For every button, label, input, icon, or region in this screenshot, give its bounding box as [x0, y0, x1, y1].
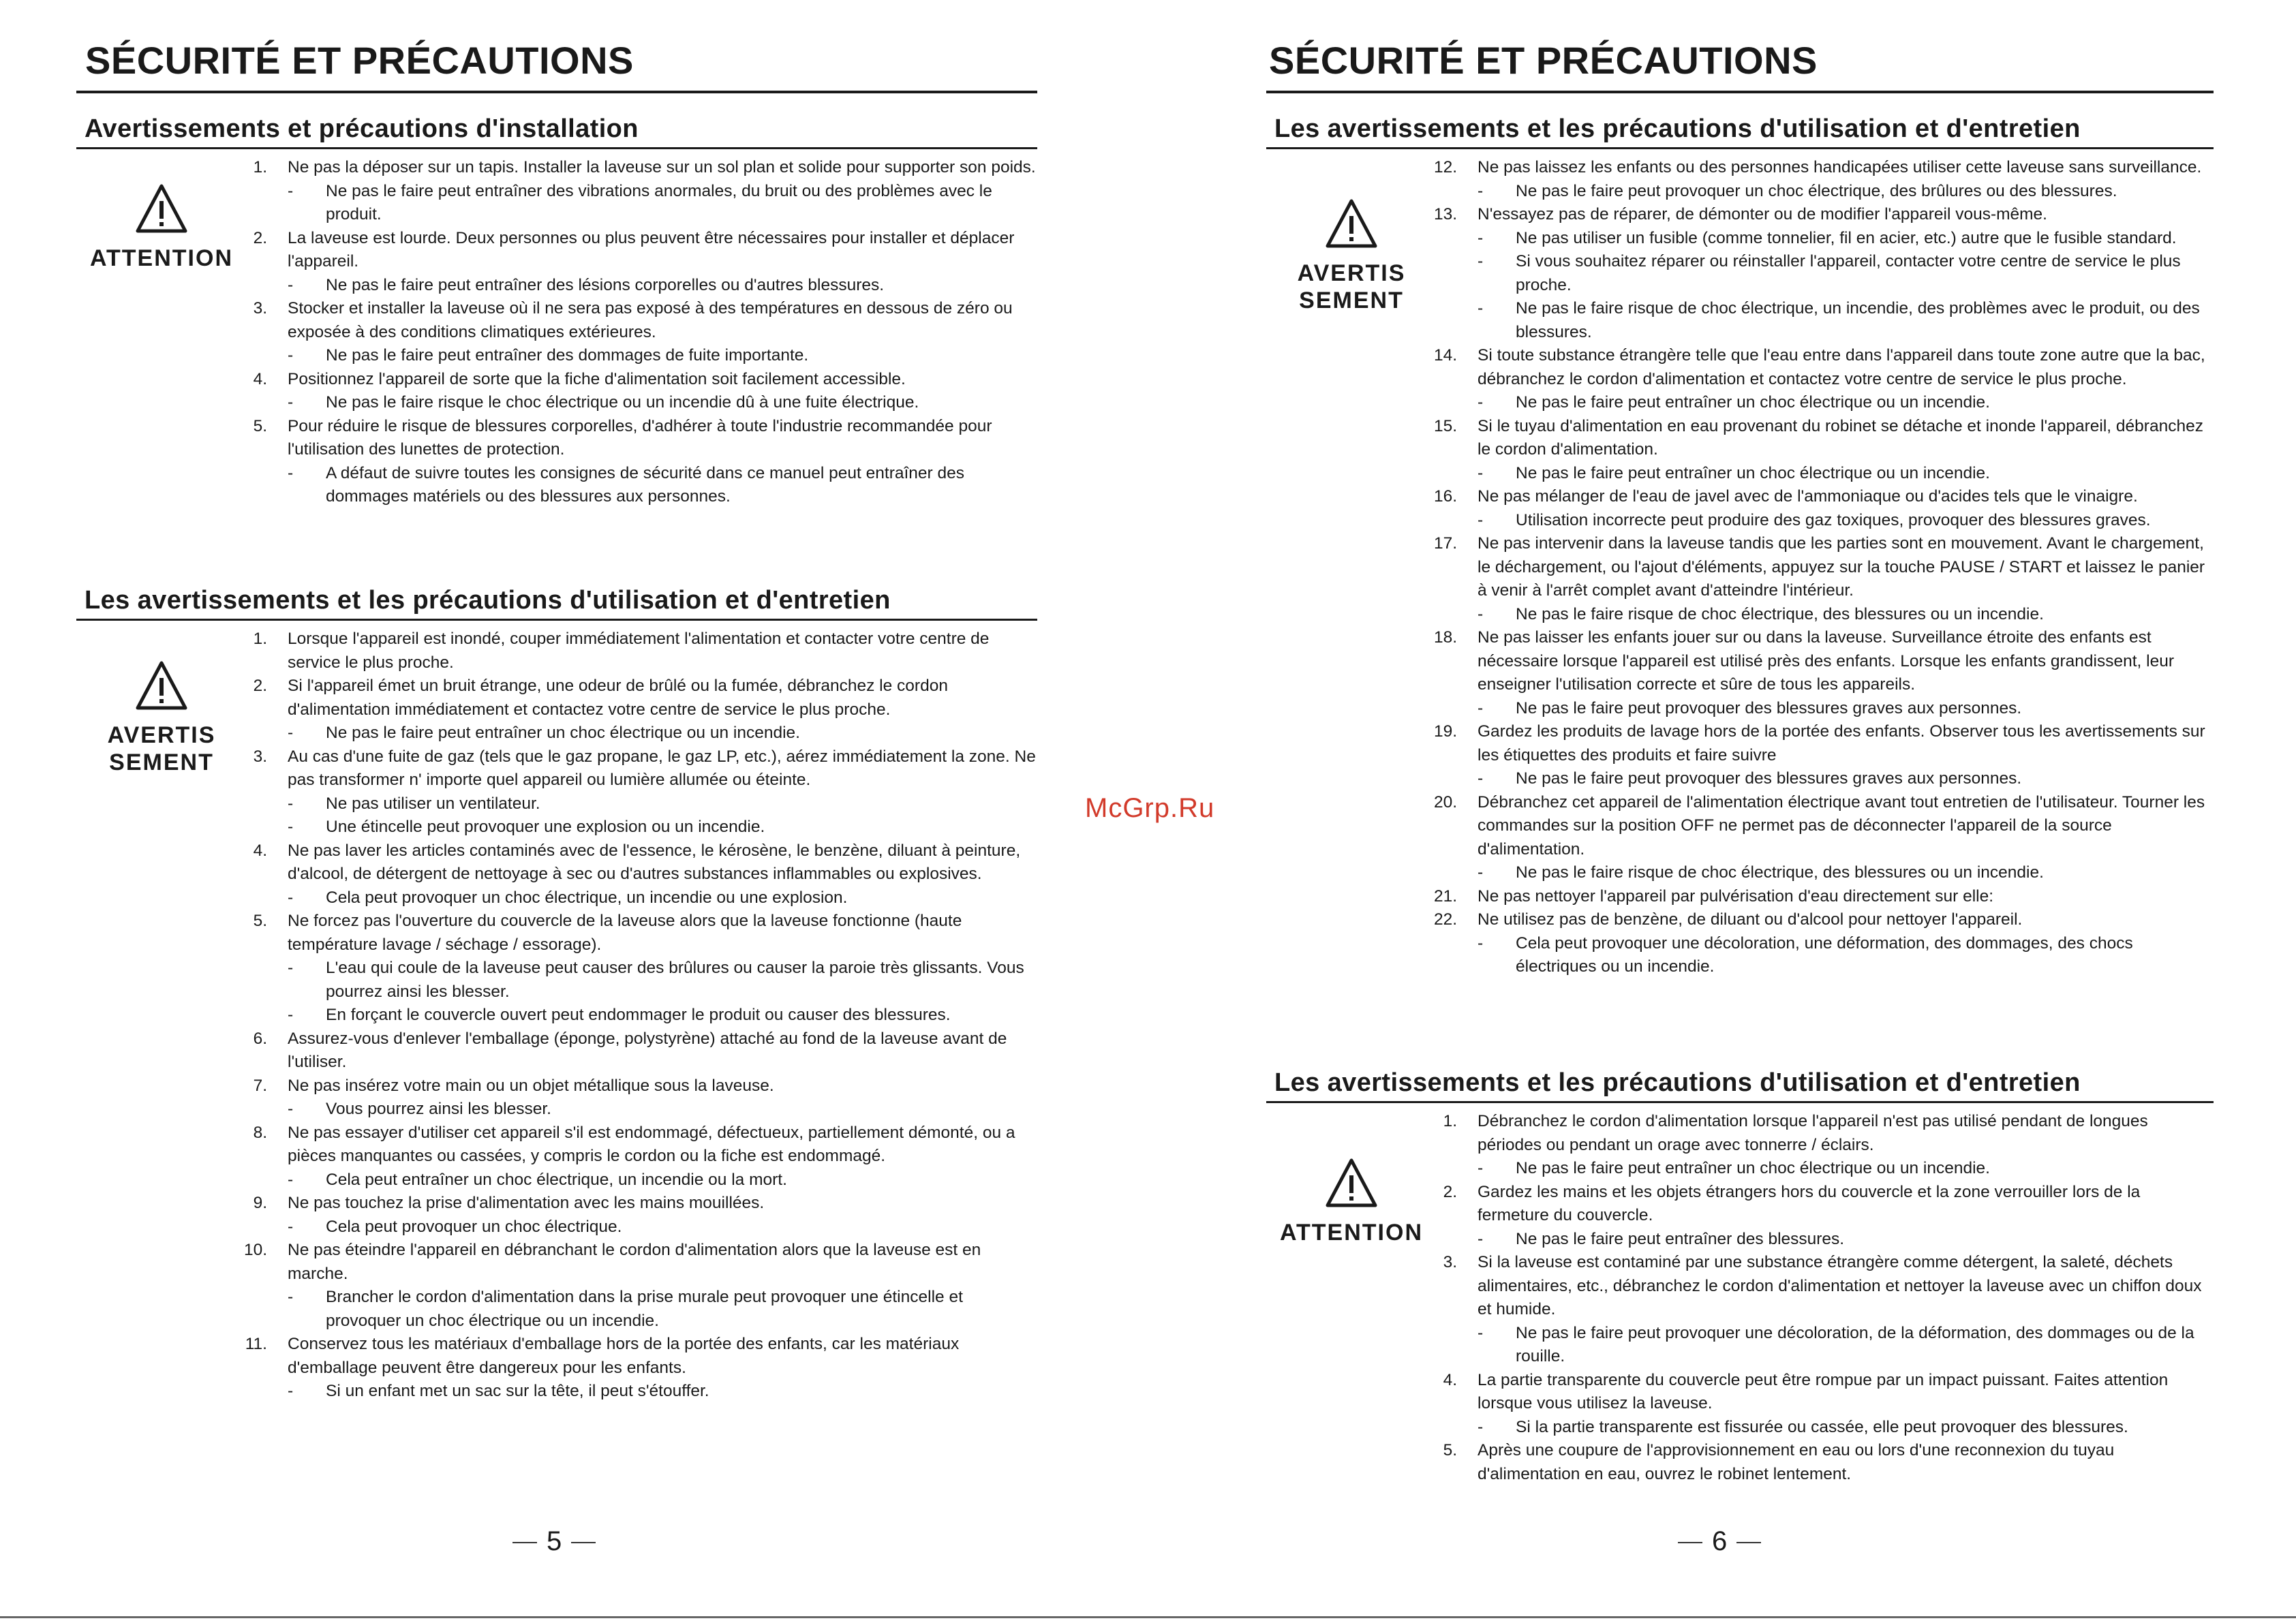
- list-item: [232, 910, 1037, 1027]
- attention-block: [1266, 1156, 1437, 1246]
- section-heading: Les avertissements et les précautions d'utilisation et d'entretien: [85, 586, 891, 615]
- sub-item-text: Si la partie transparente est fissurée ou cassée, elle peut provoquer des blessures.: [1516, 1417, 2128, 1436]
- item-number: 5.: [253, 416, 267, 435]
- sub-item-text: Cela peut entraîner un choc électrique, un incendie ou la mort.: [326, 1170, 787, 1189]
- list-item: [232, 1027, 1037, 1075]
- item-number: 7.: [253, 1076, 267, 1095]
- section-installation: [76, 113, 1037, 506]
- sub-item-text: Ne pas utiliser un fusible (comme tonnelier, fil en acier, etc.) autre que le fusible standard.: [1516, 228, 2177, 247]
- page-6: [1186, 0, 2296, 1623]
- item-text: N'essayez pas de réparer, de démonter ou de modifier l'appareil vous-même.: [1478, 205, 2047, 223]
- item-text: Débranchez le cordon d'alimentation lorsque l'appareil n'est pas utilisé pendant de longues périodes ou pendant un orage avec tonnerre / éclairs.: [1478, 1112, 2148, 1154]
- list-item: [1422, 344, 2214, 415]
- list-item: [1422, 485, 2214, 532]
- sub-item-text: Cela peut provoquer un choc électrique.: [326, 1217, 622, 1236]
- item-text: Ne pas mélanger de l'eau de javel avec de l'ammoniaque ou d'acides tels que le vinaigre.: [1478, 487, 2138, 506]
- sub-item: - Une étincelle peut provoquer une explosion ou un incendie.: [288, 818, 765, 836]
- list-item: [232, 1192, 1037, 1239]
- sub-item-text: Cela peut provoquer un choc électrique, un incendie ou une explosion.: [326, 888, 848, 907]
- item-text: Ne pas essayer d'utiliser cet appareil s'il est endommagé, défectueux, partiellement démonté, ou a pièces manquantes ou cassées, y compris le cordon ou la fiche est endommagé.: [288, 1123, 1015, 1165]
- item-text: Ne pas laissez les enfants ou des personnes handicapées utiliser cette laveuse sans surveillance.: [1478, 158, 2202, 176]
- sub-item: - Utilisation incorrecte peut produire des gaz toxiques, provoquer des blessures graves.: [1478, 510, 2151, 529]
- sub-item-text: Ne pas le faire peut entraîner un choc électrique ou un incendie.: [1516, 1159, 1990, 1177]
- sub-item-text: Ne pas le faire peut provoquer des blessures graves aux personnes.: [1516, 769, 2022, 788]
- sub-item: - Cela peut entraîner un choc électrique, un incendie ou la mort.: [288, 1170, 787, 1189]
- item-text: Positionnez l'appareil de sorte que la fiche d'alimentation soit facilement accessible.: [288, 369, 906, 388]
- warning-block: [1266, 197, 1437, 314]
- sub-item-text: Ne pas le faire peut provoquer un choc électrique, des brûlures ou des blessures.: [1516, 181, 2117, 200]
- item-number: 4.: [253, 841, 267, 860]
- sub-item: - L'eau qui coule de la laveuse peut causer des brûlures ou causer la paroie très glissants. Vous pourrez ainsi les blesser.: [288, 959, 1024, 1001]
- list-item: [1422, 1439, 2214, 1486]
- item-number: 4.: [253, 369, 267, 388]
- sub-item-text: Ne pas le faire peut entraîner des vibrations anormales, du bruit ou des problèmes avec le produit.: [326, 181, 992, 223]
- attention-label: ATTENTION: [89, 245, 233, 271]
- item-number: 5.: [1443, 1441, 1457, 1459]
- list-item: [1422, 203, 2214, 344]
- page-number: 6: [1668, 1526, 1771, 1557]
- item-text: Gardez les produits de lavage hors de la portée des enfants. Observer tous les avertissements sur les étiquettes des produits et faire suivre: [1478, 722, 2205, 764]
- sub-item: - Cela peut provoquer un choc électrique, un incendie ou une explosion.: [288, 888, 848, 907]
- item-number: 1.: [253, 630, 267, 648]
- item-number: 13.: [1433, 205, 1457, 223]
- item-text: La laveuse est lourde. Deux personnes ou plus peuvent être nécessaires pour installer et déplacer l'appareil.: [288, 228, 1015, 270]
- item-number: 2.: [253, 228, 267, 247]
- sub-item-text: Ne pas le faire risque de choc électrique, un incendie, des problèmes avec le produit, ou des blessures.: [1516, 299, 2200, 341]
- page-number: 5: [503, 1526, 605, 1557]
- list-item: [1422, 626, 2214, 720]
- sub-item-text: Vous pourrez ainsi les blesser.: [326, 1100, 551, 1118]
- sub-item: - Ne pas le faire peut provoquer des blessures graves aux personnes.: [1478, 769, 2022, 788]
- list-item: [1422, 885, 2214, 909]
- attention-label: ATTENTION: [1279, 1220, 1423, 1246]
- list-item: [232, 839, 1037, 910]
- section-rule: [76, 619, 1037, 621]
- item-text: Ne pas insérez votre main ou un objet métallique sous la laveuse.: [288, 1076, 774, 1095]
- list-item: [1422, 415, 2214, 486]
- item-number: 9.: [253, 1194, 267, 1212]
- item-text: Ne forcez pas l'ouverture du couvercle de la laveuse alors que la laveuse fonctionne (haute température lavage / séchage / essorage).: [288, 912, 962, 954]
- warning-icon: [1324, 1156, 1379, 1211]
- item-number: 2.: [253, 677, 267, 695]
- item-text: Si l'appareil émet un bruit étrange, une odeur de brûlé ou la fumée, débranchez le cordon d'alimentation immédiatement et contactez votre centre de service le plus proche.: [288, 677, 948, 719]
- list-item: [232, 745, 1037, 839]
- item-text: Débranchez cet appareil de l'alimentation électrique avant tout entretien de l'utilisateur. Tourner les commandes sur la position OFF ne permet pas de déconnecter l'appareil de la source d'alimentation.: [1478, 792, 2205, 859]
- item-number: 17.: [1433, 534, 1457, 553]
- sub-item: - Ne pas le faire peut entraîner un choc électrique ou un incendie.: [288, 724, 800, 742]
- list-item: [232, 297, 1037, 368]
- warning-icon: [134, 659, 189, 713]
- sub-item-text: Ne pas le faire peut entraîner des blessures.: [1516, 1229, 1845, 1248]
- item-text: Ne pas éteindre l'appareil en débranchant le cordon d'alimentation alors que la laveuse est en marche.: [288, 1241, 981, 1283]
- sub-item-text: A défaut de suivre toutes les consignes de sécurité dans ce manuel peut entraîner des dommages matériels ou des blessures aux personnes.: [326, 463, 965, 506]
- item-text: Ne pas intervenir dans la laveuse tandis que les parties sont en mouvement. Avant le chargement, le déchargement, ou l'ajout d'éléments, appuyez sur la touche PAUSE / START et laissez le panier à venir à l'arrêt complet avant d'atteindre l'intérieur.: [1478, 534, 2205, 600]
- list-item: [1422, 156, 2214, 203]
- list-item: [232, 227, 1037, 298]
- item-number: 18.: [1433, 628, 1457, 647]
- sub-item: - Ne pas le faire peut provoquer des blessures graves aux personnes.: [1478, 698, 2022, 717]
- item-list: [232, 156, 1037, 509]
- sub-item-text: Si un enfant met un sac sur la tête, il peut s'étouffer.: [326, 1382, 709, 1400]
- sub-item: - Ne pas le faire peut entraîner un choc électrique ou un incendie.: [1478, 1159, 1990, 1177]
- sub-item: - Ne pas utiliser un ventilateur.: [288, 794, 540, 813]
- item-text: Lorsque l'appareil est inondé, couper immédiatement l'alimentation et contacter votre centre de service le plus proche.: [288, 630, 990, 672]
- sub-item: - Ne pas le faire peut entraîner des vibrations anormales, du bruit ou des problèmes avec le produit.: [288, 181, 992, 223]
- sub-item: - Ne pas le faire peut provoquer une décoloration, de la déformation, des dommages ou de la rouille.: [1478, 1323, 2194, 1365]
- item-text: Pour réduire le risque de blessures corporelles, d'adhérer à toute l'industrie recommandée pour l'utilisation des lunettes de protection.: [288, 416, 992, 459]
- list-item: [1422, 1110, 2214, 1181]
- list-item: [1422, 791, 2214, 885]
- warning-label: AVERTIS SEMENT: [1297, 260, 1406, 313]
- item-number: 3.: [253, 299, 267, 318]
- list-item: [1422, 1369, 2214, 1440]
- item-number: 20.: [1433, 792, 1457, 812]
- sub-item-text: Ne pas le faire peut entraîner des dommages de fuite importante.: [326, 346, 809, 365]
- item-list: [1422, 1110, 2214, 1486]
- item-text: Si toute substance étrangère telle que l'eau entre dans l'appareil dans toute zone autre que la bac, débranchez le cordon d'alimentation et contactez votre centre de service le plus proche.: [1478, 346, 2205, 388]
- sub-item-text: Ne pas le faire risque de choc électrique, des blessures ou un incendie.: [1516, 604, 2044, 623]
- sub-item: - Cela peut provoquer un choc électrique.: [288, 1217, 622, 1236]
- list-item: [1422, 720, 2214, 791]
- item-text: Si le tuyau d'alimentation en eau provenant du robinet se détache et inonde l'appareil, débranchez le cordon d'alimentation.: [1478, 416, 2203, 459]
- page-title: SÉCURITÉ ET PRÉCAUTIONS: [1269, 39, 1818, 82]
- item-number: 2.: [1443, 1182, 1457, 1201]
- section-rule: [1266, 1101, 2214, 1103]
- item-number: 5.: [253, 912, 267, 930]
- warning-block: [76, 659, 247, 776]
- item-number: 21.: [1433, 886, 1457, 906]
- item-text: Après une coupure de l'approvisionnement en eau ou lors d'une reconnexion du tuyau d'alimentation en eau, ouvrez le robinet lentement.: [1478, 1441, 2115, 1483]
- warning-icon: [134, 182, 189, 236]
- watermark: McGrp.Ru: [1085, 793, 1215, 823]
- list-item: [1422, 908, 2214, 979]
- item-number: 14.: [1433, 346, 1457, 365]
- sub-item: - Ne pas le faire risque de choc électrique, des blessures ou un incendie.: [1478, 863, 2044, 882]
- sub-item-text: Ne pas utiliser un ventilateur.: [326, 794, 540, 813]
- item-number: 10.: [243, 1241, 267, 1259]
- section-rule: [76, 147, 1037, 149]
- title-rule: [1266, 91, 2214, 93]
- item-number: 19.: [1433, 722, 1457, 741]
- list-item: [232, 1333, 1037, 1404]
- section-usage: [1266, 113, 2214, 976]
- item-number: 22.: [1433, 910, 1457, 929]
- title-rule: [76, 91, 1037, 93]
- list-item: [232, 675, 1037, 745]
- sub-item: - Ne pas le faire peut entraîner un choc électrique ou un incendie.: [1478, 393, 1990, 412]
- sub-item: - Vous pourrez ainsi les blesser.: [288, 1100, 551, 1118]
- sub-item: - Ne pas le faire risque le choc électrique ou un incendie dû à une fuite électrique.: [288, 393, 919, 412]
- item-number: 3.: [1443, 1253, 1457, 1271]
- item-list: [232, 628, 1037, 1404]
- item-text: Ne utilisez pas de benzène, de diluant ou d'alcool pour nettoyer l'appareil.: [1478, 910, 2023, 929]
- list-item: [232, 415, 1037, 509]
- section-usage: [76, 585, 1037, 1400]
- sub-item-text: Une étincelle peut provoquer une explosion ou un incendie.: [326, 818, 765, 836]
- section-heading: Les avertissements et les précautions d'utilisation et d'entretien: [1274, 114, 2081, 143]
- item-text: Ne pas laver les articles contaminés avec de l'essence, le kérosène, le benzène, diluant à peinture, d'alcool, de détergent de nettoyage à sec ou d'autres substances inflammables ou explosives.: [288, 841, 1021, 883]
- list-item: [1422, 1251, 2214, 1369]
- sub-item-text: Ne pas le faire risque le choc électrique ou un incendie dû à une fuite électrique.: [326, 393, 919, 412]
- sub-item-text: Brancher le cordon d'alimentation dans la prise murale peut provoquer une étincelle et provoquer un choc électrique ou un incendie.: [326, 1288, 963, 1330]
- item-number: 11.: [245, 1335, 267, 1353]
- list-item: [232, 628, 1037, 675]
- list-item: [232, 368, 1037, 415]
- section-heading: Avertissements et précautions d'installation: [85, 114, 639, 143]
- list-item: [232, 156, 1037, 227]
- item-text: Si la laveuse est contaminé par une substance étrangère comme détergent, la saleté, déchets alimentaires, etc., débranchez le cordon d'alimentation et nettoyer la laveuse avec un chiffon doux et humide.: [1478, 1253, 2202, 1318]
- sub-item: - Cela peut provoquer une décoloration, une déformation, des dommages, des chocs électriques ou un incendie.: [1478, 933, 2133, 976]
- sub-item: - En forçant le couvercle ouvert peut endommager le produit ou causer des blessures.: [288, 1006, 951, 1024]
- sub-item: - Ne pas le faire peut entraîner des lésions corporelles ou d'autres blessures.: [288, 275, 885, 294]
- item-text: Au cas d'une fuite de gaz (tels que le gaz propane, le gaz LP, etc.), aérez immédiatement la zone. Ne pas transformer n' importe quel appareil ou lumière allumée ou éteinte.: [288, 747, 1036, 789]
- section-maintenance: [1266, 1067, 2214, 1483]
- list-item: [232, 1239, 1037, 1333]
- list-item: [232, 1075, 1037, 1122]
- sub-item: - Si un enfant met un sac sur la tête, il peut s'étouffer.: [288, 1382, 709, 1400]
- item-text: Ne pas touchez la prise d'alimentation avec les mains mouillées.: [288, 1194, 765, 1212]
- attention-block: [76, 182, 247, 272]
- item-text: Stocker et installer la laveuse où il ne sera pas exposé à des températures en dessous de zéro ou exposée à des conditions climatiques extérieures.: [288, 299, 1013, 341]
- list-item: [232, 1122, 1037, 1192]
- sub-item-text: Ne pas le faire peut entraîner un choc électrique ou un incendie.: [1516, 463, 1990, 482]
- list-item: [1422, 532, 2214, 626]
- item-number: 12.: [1433, 158, 1457, 176]
- sub-item: - Ne pas le faire peut entraîner des dommages de fuite importante.: [288, 346, 809, 365]
- sub-item-text: Ne pas le faire peut provoquer une décoloration, de la déformation, des dommages ou de la rouille.: [1516, 1323, 2194, 1365]
- sub-item-text: Ne pas le faire peut entraîner un choc électrique ou un incendie.: [326, 724, 800, 742]
- warning-icon: [1324, 197, 1379, 251]
- item-number: 4.: [1443, 1370, 1457, 1389]
- sub-item-text: Ne pas le faire peut entraîner des lésions corporelles ou d'autres blessures.: [326, 275, 885, 294]
- item-list: [1422, 156, 2214, 979]
- sub-item: - Ne pas le faire risque de choc électrique, un incendie, des problèmes avec le produit, ou des blessures.: [1478, 299, 2200, 341]
- sub-item-text: Ne pas le faire peut entraîner un choc électrique ou un incendie.: [1516, 393, 1990, 412]
- sub-item: - Ne pas le faire peut entraîner des blessures.: [1478, 1229, 1845, 1248]
- sub-item: - Ne pas le faire risque de choc électrique, des blessures ou un incendie.: [1478, 604, 2044, 623]
- sub-item: - Si vous souhaitez réparer ou réinstaller l'appareil, contacter votre centre de service le plus proche.: [1478, 252, 2181, 294]
- item-number: 1.: [253, 158, 267, 176]
- page-title: SÉCURITÉ ET PRÉCAUTIONS: [85, 39, 634, 82]
- sub-item-text: Utilisation incorrecte peut produire des gaz toxiques, provoquer des blessures graves.: [1516, 510, 2151, 529]
- sub-item: - Ne pas le faire peut entraîner un choc électrique ou un incendie.: [1478, 463, 1990, 482]
- sub-item-text: L'eau qui coule de la laveuse peut causer des brûlures ou causer la paroie très glissants. Vous pourrez ainsi les blesser.: [326, 959, 1024, 1001]
- list-item: [1422, 1181, 2214, 1252]
- item-text: Conservez tous les matériaux d'emballage hors de la portée des enfants, car les matériaux d'emballage peuvent être dangereux pour les enfants.: [288, 1335, 960, 1377]
- sub-item-text: Ne pas le faire peut provoquer des blessures graves aux personnes.: [1516, 698, 2022, 717]
- sub-item: - Ne pas utiliser un fusible (comme tonnelier, fil en acier, etc.) autre que le fusible standard.: [1478, 228, 2177, 247]
- sub-item-text: En forçant le couvercle ouvert peut endommager le produit ou causer des blessures.: [326, 1006, 951, 1024]
- item-text: Ne pas laisser les enfants jouer sur ou dans la laveuse. Surveillance étroite des enfants est nécessaire lorsque l'appareil est utilisé près des enfants. Lorsque les enfants grandissent, leur enseigner l'utilisation correcte et sûre de tous les appareils.: [1478, 628, 2175, 694]
- sub-item-text: Ne pas le faire risque de choc électrique, des blessures ou un incendie.: [1516, 863, 2044, 882]
- item-number: 3.: [253, 747, 267, 766]
- sub-item-text: Si vous souhaitez réparer ou réinstaller l'appareil, contacter votre centre de service le plus proche.: [1516, 252, 2181, 294]
- sub-item: - Brancher le cordon d'alimentation dans la prise murale peut provoquer une étincelle et provoquer un choc électrique ou un incendie.: [288, 1288, 963, 1330]
- sub-item: - Si la partie transparente est fissurée ou cassée, elle peut provoquer des blessures.: [1478, 1417, 2128, 1436]
- item-text: Assurez-vous d'enlever l'emballage (éponge, polystyrène) attaché au fond de la laveuse avant de l'utiliser.: [288, 1029, 1007, 1071]
- section-heading: Les avertissements et les précautions d'utilisation et d'entretien: [1274, 1068, 2081, 1097]
- page-5: [0, 0, 1090, 1623]
- item-number: 1.: [1443, 1112, 1457, 1130]
- item-text: La partie transparente du couvercle peut être rompue par un impact puissant. Faites attention lorsque vous utilisez la laveuse.: [1478, 1370, 2169, 1412]
- sub-item-text: Cela peut provoquer une décoloration, une déformation, des dommages, des chocs électriques ou un incendie.: [1516, 933, 2133, 976]
- item-number: 15.: [1433, 416, 1457, 435]
- sub-item: - Ne pas le faire peut provoquer un choc électrique, des brûlures ou des blessures.: [1478, 181, 2117, 200]
- item-number: 8.: [253, 1123, 267, 1142]
- item-text: Ne pas nettoyer l'appareil par pulvérisation d'eau directement sur elle:: [1478, 886, 1994, 906]
- section-rule: [1266, 147, 2214, 149]
- item-text: Gardez les mains et les objets étrangers hors du couvercle et la zone verrouiller lors de la fermeture du couvercle.: [1478, 1182, 2141, 1224]
- warning-label: AVERTIS SEMENT: [107, 722, 216, 775]
- item-text: Ne pas la déposer sur un tapis. Installer la laveuse sur un sol plan et solide pour supporter son poids.: [288, 158, 1036, 176]
- item-number: 6.: [253, 1029, 267, 1048]
- bottom-rule: [0, 1616, 2296, 1618]
- sub-item: - A défaut de suivre toutes les consignes de sécurité dans ce manuel peut entraîner des dommages matériels ou des blessures aux personnes.: [288, 463, 965, 506]
- item-number: 16.: [1433, 487, 1457, 506]
